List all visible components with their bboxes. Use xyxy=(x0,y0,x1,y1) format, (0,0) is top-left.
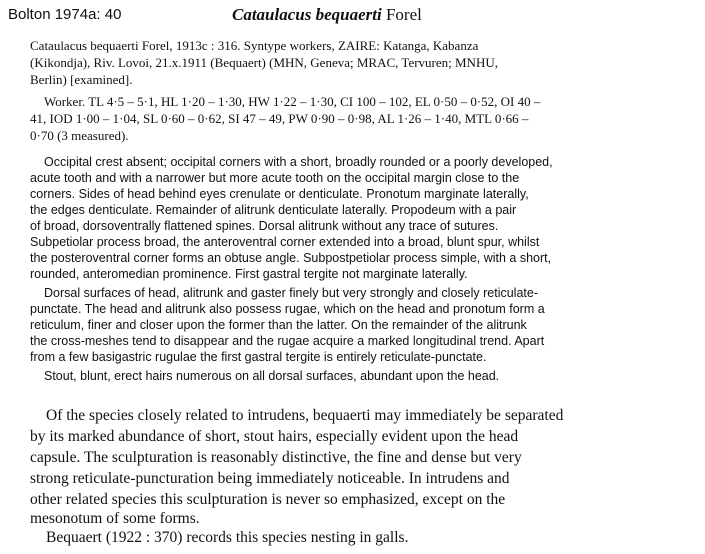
discussion-line: Of the species closely related to intrudens, bequaerti may immediately be separated xyxy=(46,407,564,424)
discussion-line: other related species this sculpturation is never so emphasized, except on the xyxy=(30,491,506,508)
description-line: reticulum, finer and closer upon the former than the latter. On the remainder of the alitrunk xyxy=(30,318,527,332)
discussion-line: mesonotum of some forms. xyxy=(30,510,200,527)
source-reference: Bolton 1974a: 40 xyxy=(8,6,122,23)
description-line: the cross-meshes tend to disappear and the rugae acquire a marked longitudinal trend. Apart xyxy=(30,334,545,348)
description-line: Stout, blunt, erect hairs numerous on all dorsal surfaces, abundant upon the head. xyxy=(44,369,500,383)
species-title xyxy=(232,5,422,25)
discussion-line: capsule. The sculpturation is reasonably distinctive, the fine and dense but very xyxy=(30,449,522,466)
description-line: the edges denticulate. Remainder of alitrunk denticulate laterally. Propodeum with a pair xyxy=(30,203,517,217)
description-line: punctate. The head and alitrunk also possess rugae, which on the head and pronotum form a xyxy=(30,302,545,316)
discussion-line: by its marked abundance of short, stout hairs, especially evident upon the head xyxy=(30,428,519,445)
measurement-line: 0·70 (3 measured). xyxy=(30,128,129,143)
description-line: Subpetiolar process broad, the anteroventral corner extended into a broad, blunt spur, whilst xyxy=(30,235,540,249)
discussion-line: strong reticulate-puncturation being immediately noticeable. In intrudens and xyxy=(30,470,510,487)
species-author: Forel xyxy=(385,5,422,24)
discussion-line: Bequaert (1922 : 370) records this species nesting in galls. xyxy=(46,529,409,546)
measurement-line: 41, IOD 1·00 – 1·04, SL 0·60 – 0·62, SI 47 – 49, PW 0·90 – 0·98, AL 1·26 – 1·40, MTL 0·66 – xyxy=(30,111,529,126)
species-name: Cataulacus bequaerti xyxy=(232,5,382,24)
description-line: corners. Sides of head behind eyes crenulate or denticulate. Pronotum marginate laterally, xyxy=(30,187,529,201)
description-line: Dorsal surfaces of head, alitrunk and gaster finely but very strongly and closely reticulate- xyxy=(44,286,538,300)
citation-line: (Kikondja), Riv. Lovoi, 21.x.1911 (Bequaert) (MHN, Geneva; MRAC, Tervuren; MNHU, xyxy=(30,55,498,70)
description-line: acute tooth and with a narrower but more acute tooth on the occipital margin close to the xyxy=(30,171,520,185)
description-line: the posteroventral corner forms an obtuse angle. Subpostpetiolar process simple, with a short, xyxy=(30,251,552,265)
description-line: of broad, dorsoventrally flattened spines. Dorsal alitrunk without any trace of sutures. xyxy=(30,219,499,233)
citation-line: Cataulacus bequaerti Forel, 1913c : 316. Syntype workers, ZAIRE: Katanga, Kabanza xyxy=(30,38,479,53)
description-line: Occipital crest absent; occipital corners with a short, broadly rounded or a poorly developed, xyxy=(44,155,553,169)
citation-line: Berlin) [examined]. xyxy=(30,72,133,87)
description-line: from a few basigastric rugulae the first gastral tergite is entirely reticulate-punctate. xyxy=(30,350,487,364)
measurement-line: Worker. TL 4·5 – 5·1, HL 1·20 – 1·30, HW 1·22 – 1·30, CI 100 – 102, EL 0·50 – 0·52, OI 40 – xyxy=(44,94,541,109)
description-line: rounded, anteromedian prominence. First gastral tergite not marginate laterally. xyxy=(30,267,468,281)
